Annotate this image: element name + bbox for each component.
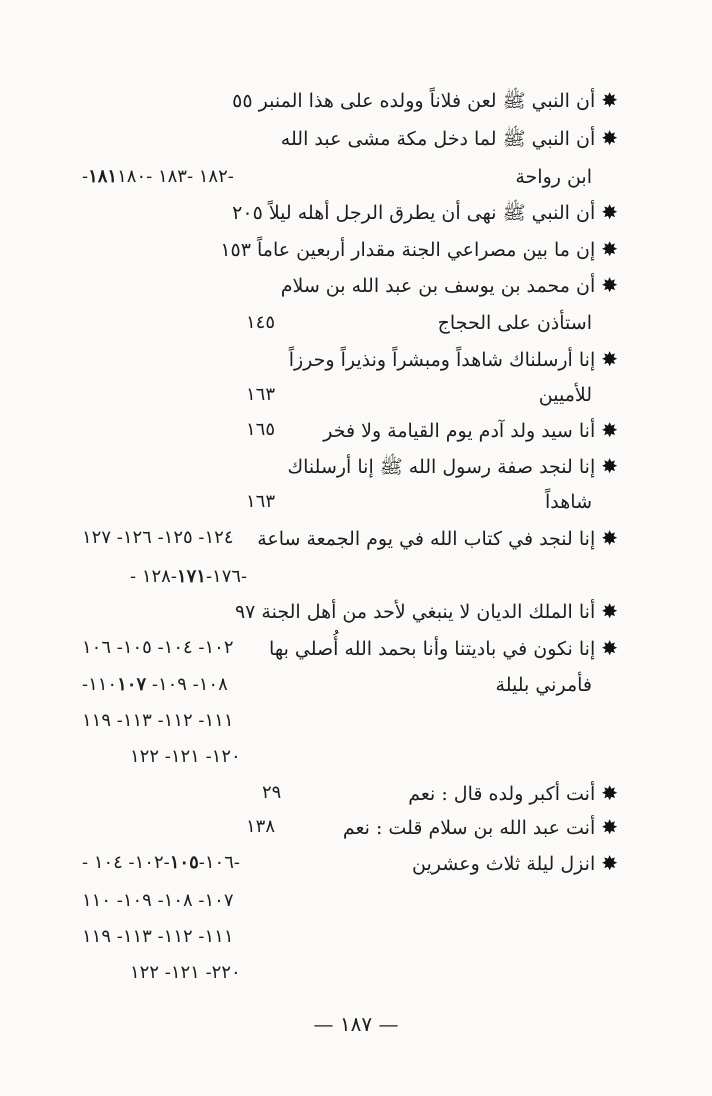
star-bullet-icon: ✸ xyxy=(601,88,618,112)
index-entry: ✸أن النبي ﷺ لما دخل مكة مشى عبد الله xyxy=(280,126,618,150)
star-bullet-icon: ✸ xyxy=(601,815,618,839)
index-entry: ✸أنا سيد ولد آدم يوم القيامة ولا فخر xyxy=(323,418,618,442)
page-refs: -١٨٢ -١٨٣ -١٨١١٨٠- xyxy=(82,166,234,187)
star-bullet-icon: ✸ xyxy=(601,454,618,478)
page-refs: ١٦٣ xyxy=(246,491,276,512)
star-bullet-icon: ✸ xyxy=(601,418,618,442)
index-entry: ✸إنا أرسلناك شاهداً ومبشراً ونذيراً وحرزاً xyxy=(288,347,618,371)
page-refs: ١٠٧- ١٠٨- ١٠٩- ١١٠ xyxy=(82,890,234,911)
page-refs: - ١٧٦-١٧١-١٢٨- xyxy=(130,566,248,587)
star-bullet-icon: ✸ xyxy=(601,599,618,623)
index-entry-continuation: للأميين xyxy=(538,384,592,406)
index-entry: ✸أنت أكبر ولده قال : نعم xyxy=(408,781,618,805)
index-entry: ✸انزل ليلة ثلاث وعشرين xyxy=(412,851,618,875)
page-refs: ١١١- ١١٢- ١١٣- ١١٩ xyxy=(82,710,234,731)
index-entry: ✸إنا لنجد صفة رسول الله ﷺ إنا أرسلناك xyxy=(287,454,618,478)
star-bullet-icon: ✸ xyxy=(601,237,618,261)
index-entry: ✸أن النبي ﷺ نهى أن يطرق الرجل أهله ليلاً ٢٠٥ xyxy=(232,200,618,224)
index-entry-continuation: شاهداً xyxy=(545,491,592,513)
index-entry: ✸إنا نكون في باديتنا وأنا بحمد الله أُصلي بها xyxy=(269,636,618,660)
page-refs: ١٠٢- ١٠٤- ١٠٥- ١٠٦ xyxy=(82,637,234,658)
page-refs: ١٢٠- ١٢١- ١٢٢ xyxy=(130,746,241,767)
star-bullet-icon: ✸ xyxy=(601,126,618,150)
star-bullet-icon: ✸ xyxy=(601,781,618,805)
page-refs: ١٦٣ xyxy=(246,384,276,405)
index-entry: ✸إنا لنجد في كتاب الله في يوم الجمعة ساعة xyxy=(257,526,618,550)
index-entry: ✸أن النبي ﷺ لعن فلاناً وولده على هذا المنبر ٥٥ xyxy=(232,88,618,112)
page-refs: ٢٢٠- ١٢١- ١٢٢ xyxy=(130,962,241,983)
star-bullet-icon: ✸ xyxy=(601,273,618,297)
page-refs: - ١٠٦-١٠٥-١٠٢- ١٠٤- xyxy=(82,852,240,873)
index-entry-continuation: استأذن على الحجاج xyxy=(437,312,592,334)
index-entry-continuation: ابن رواحة xyxy=(515,166,592,188)
index-entry: ✸أن محمد بن يوسف بن عبد الله بن سلام xyxy=(280,273,618,297)
index-entry-continuation: فأمرني بليلة xyxy=(495,674,592,696)
star-bullet-icon: ✸ xyxy=(601,200,618,224)
page-refs: ١٦٥ xyxy=(246,419,276,440)
star-bullet-icon: ✸ xyxy=(601,636,618,660)
page-refs: ١١١- ١١٢- ١١٣- ١١٩ xyxy=(82,926,234,947)
index-entry: ✸أنا الملك الديان لا ينبغي لأحد من أهل الجنة ٩٧ xyxy=(234,599,618,623)
index-entry: ✸إن ما بين مصراعي الجنة مقدار أربعين عاماً ١٥٣ xyxy=(220,237,618,261)
star-bullet-icon: ✸ xyxy=(601,526,618,550)
page-refs: ١٤٥ xyxy=(246,312,276,333)
star-bullet-icon: ✸ xyxy=(601,851,618,875)
page-number: — ١٨٧ — xyxy=(313,1012,399,1036)
index-entry: ✸أنت عبد الله بن سلام قلت : نعم xyxy=(342,815,618,839)
page-refs: ٢٩ xyxy=(262,782,282,803)
page-refs: ١٣٨ xyxy=(246,816,276,837)
page-refs: -١٠٨- ١٠٩- ١١٠١٠٧ xyxy=(82,674,228,695)
page-refs: ١٢٤- ١٢٥- ١٢٦- ١٢٧ xyxy=(82,527,234,548)
star-bullet-icon: ✸ xyxy=(601,347,618,371)
